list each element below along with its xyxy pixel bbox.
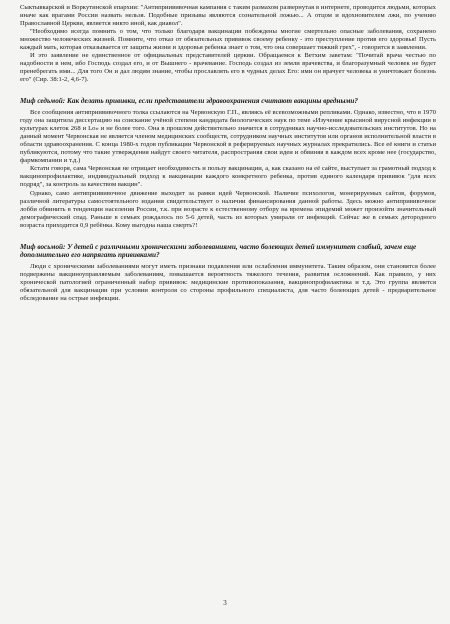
section-7-paragraph-3: Однако, само антиприививочное движение выходит за рамки идей Червонской. Наличие психологов, монерируемых сайтов, форумов, различной литературы самостоятельного издания свидетельствует о наличии финансирования данной работы. Здесь можно антипрививочное лобби обвинить в тенденции населения России, т.к. при возрасте к естественному отбору на времена эпидемий может произойти значительный демографический спад. Раньше в семьях рождалось по 5-6 детей, часть из которых умирали от инфекций. Сейчас же в семьях детородного возраста приходится 0,9 ребёнка. Кому выгодна наша смерть?! [20, 189, 436, 229]
intro-paragraph-1: Сыктывкарской и Воркутинской епархии: "Антиприививочная кампания с таким размахом развернутая в интернете, проводится людьми, которых иначе как врагами России назвать нельзя. Подобные призывы являются сознательной ложью... А отцом и вдохновителем лжи, по учению Православной Церкви, является никто иной, как диавол". [20, 4, 436, 28]
section-8-paragraph-1: Люди с хроническими заболеваниями могут иметь признаки подавления или ослабления иммунитета. Таким образом, они становятся более подвержены вакциноуправляемым заболеваниям, повышается вероятность тяжелого течения, развития осложнений. Как правило, у них хронической патологией ограниченный набор прививок: медицинские противопоказания, вакцинопрофилактика и т.д. Это группа является обязательной для вакцинации при условии контроля со стороны профильного специалиста, для часто болеющих детей - предварительное обследование на острые инфекции. [20, 262, 436, 303]
intro-paragraph-2: "Необходимо всегда помнить о том, что только благодаря вакцинации побеждены многие смертельно опасные заболевания, сохранено множество человеческих жизней. Помните, что отказ от обязательных прививок своему ребенку - это преступление против его здоровья! Пусть каждый мать, которая отказывается от защиты жизни и здоровья ребенка знает о том, что она совершает тяжкий грех", - говорится в заявлении. [20, 28, 436, 52]
section-7-heading: Миф седьмой: Как делать прививки, если представители здравоохранения считают вакцины вредными? [20, 97, 358, 106]
section-7-paragraph-1: Все сообщения антиприививочного толка ссылаются на Червонскую Г.П., являясь её всевозможными репликами. Однако, известно, что в 1970 году она защитила диссертацию на соискание учёной степени кандидата биологических наук по теме «Изучение крысиной вирусной инфекции в культурах клеток 268 и Lo» и не более того. Она в прошлом действительно значится в сотрудниках научно-исследовательских институтов. Но на данный момент Червонская не является членом медицинских сообществ, сотрудником научных институтов или органов исполнительной власти в области здравоохранения. С конца 1980-х годов публикации Червонской в реферируемых научных журналах прекратились. Все её книги и статьи публикуются, потому что такие утверждения найдут своего читателя, распространяя свои идеи и обвиняя в каждом всех кроме нее (государство, фармкомпании и т.д.) [20, 109, 436, 165]
page-number: 3 [223, 599, 227, 607]
intro-paragraph-3: И это заявление не единственное от официальных представителей церкви. Обращаемся к Ветхим заветам: "Почитай врача честью по надобности в нем, ибо Господь создал его, и от Вышнего - врачевание. Господь создал из земли врачевства, и благоразумный человек не будет пренебрегать ими... Для того Он и дал людям знание, чтобы прославлять его в чудных делах Его: ими он врачует человека и уничтожает болезнь его" (Сир. 38:1-2, 4,6-7). [20, 52, 436, 84]
section-8-heading: Миф восьмой: У детей с различными хроническими заболеваниями, часто болеющих детей иммунитет слабый, зачем еще дополнительно его напрягать прививками? [20, 242, 417, 260]
section-7-paragraph-2: Кстати говоря, сама Червонская не отрицает необходимость и пользу вакцинации, а, как сказано на её сайте, выступает за грамотный подход к вакцинопрофилактике, индивидуальный подход к вакцинации каждого конкретного ребенка, против единого календаря прививок "для всех подряд", за контроль за качеством вакцин". [20, 165, 436, 189]
